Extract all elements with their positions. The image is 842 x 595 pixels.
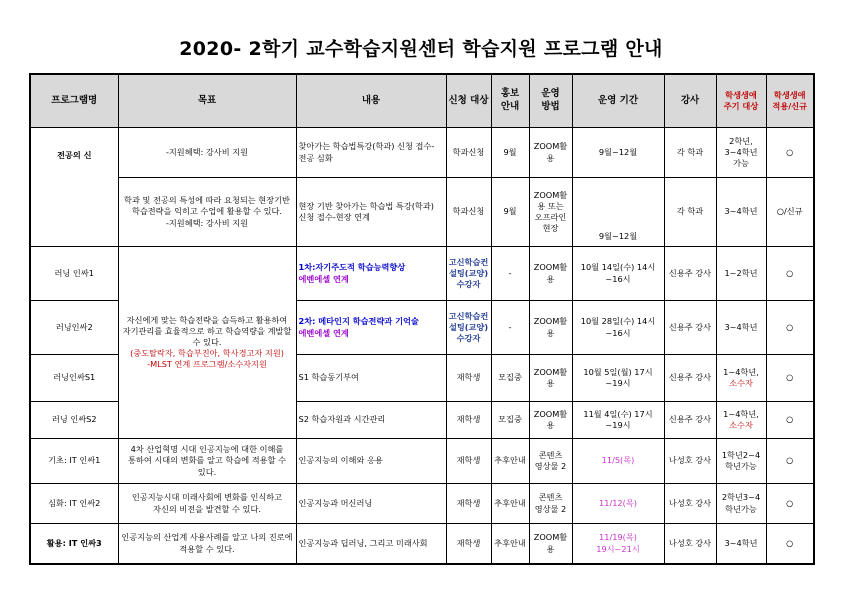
cycle-cell: 1학년2~4학년가능 — [716, 439, 766, 484]
content-main: 1차:자기주도적 학습능력향상 — [298, 262, 406, 273]
apply-cell: ○ — [766, 355, 814, 402]
content-cell — [296, 247, 446, 301]
content-cell: 현장 기반 찾아가는 학습법 특강(학과) 신청 접수-현장 연계 — [296, 178, 446, 247]
promo-cell: 추후안내 — [491, 524, 529, 565]
promo-cell: 추후안내 — [491, 439, 529, 484]
header-target: 신청 대상 — [446, 74, 491, 128]
header-row — [30, 74, 814, 128]
goal-cell: 인공지능시대 미래사회에 변화를 인식하고 자신의 비전을 발견할 수 있다. — [118, 484, 296, 524]
program-name: 활용: IT 인싸3 — [30, 524, 118, 565]
apply-cell: ○ — [766, 128, 814, 178]
apply-cell: ○ — [766, 439, 814, 484]
period-cell: 11월 4일(수) 17시~19시 — [572, 402, 664, 439]
instructor-cell: 나성호 강사 — [664, 524, 716, 565]
goal-cell: 4차 산업혁명 시대 인공지능에 대한 이해를 통하여 시대의 변화를 알고 학습에 적용할 수 있다. — [118, 439, 296, 484]
cycle-cell: 3~4학년 — [716, 178, 766, 247]
method-cell: ZOOM활용 — [529, 247, 572, 301]
target-cell: 고신학습컨설팅(교양)수강자 — [446, 301, 491, 355]
target-cell: 재학생 — [446, 484, 491, 524]
instructor-cell: 신용주 강사 — [664, 301, 716, 355]
period-time: 19시~21시 — [596, 543, 640, 554]
promo-cell: 모집중 — [491, 355, 529, 402]
content-cell: S1 학습동기부여 — [296, 355, 446, 402]
promo-cell: 추후안내 — [491, 484, 529, 524]
instructor-cell: 나성호 강사 — [664, 484, 716, 524]
apply-cell: ○ — [766, 301, 814, 355]
cycle-cell: 1~2학년 — [716, 247, 766, 301]
instructor-cell: 신용주 강사 — [664, 402, 716, 439]
instructor-cell: 각 학과 — [664, 128, 716, 178]
target-cell: 재학생 — [446, 524, 491, 565]
cycle-cell: 3~4학년 — [716, 524, 766, 565]
goal-cell: 인공지능의 산업계 사용사례를 알고 나의 진로에 적용할 수 있다. — [118, 524, 296, 565]
goal-main-text: 학과 및 전공의 특성에 따라 요청되는 현장기반 학습전략을 익히고 수업에 활용할 수 있다. — [124, 195, 290, 217]
instructor-cell: 각 학과 — [664, 178, 716, 247]
promo-cell: - — [491, 301, 529, 355]
header-method: 운영 방법 — [529, 74, 572, 128]
apply-cell: ○ — [766, 247, 814, 301]
target-cell: 재학생 — [446, 402, 491, 439]
apply-cell: ○ — [766, 484, 814, 524]
content-cell: 인공지능과 머신러닝 — [296, 484, 446, 524]
promo-cell: 모집중 — [491, 402, 529, 439]
method-cell: 콘텐츠 영상물 2 — [529, 484, 572, 524]
header-program: 프로그램명 — [30, 74, 118, 128]
content-cell — [296, 301, 446, 355]
program-table — [29, 73, 815, 565]
program-name: 러닝인싸S1 — [30, 355, 118, 402]
period-date: 11/19(목) — [599, 532, 637, 543]
period-cell: 10월 5일(월) 17시~19시 — [572, 355, 664, 402]
cycle-note: 소수자 — [729, 378, 753, 388]
apply-cell: ○ — [766, 402, 814, 439]
promo-cell: 9월 — [491, 178, 529, 247]
content-cell: 찾아가는 학습법특강(학과) 신청 접수-전공 심화 — [296, 128, 446, 178]
program-name: 러닝인싸2 — [30, 301, 118, 355]
cycle-cell: 2학년, 3~4학년 가능 — [716, 128, 766, 178]
cycle-cell — [716, 402, 766, 439]
method-cell: ZOOM활용 — [529, 524, 572, 565]
header-period: 운영 기간 — [572, 74, 664, 128]
table-row — [30, 484, 814, 524]
header-promo: 홍보 안내 — [491, 74, 529, 128]
program-name: 러닝 인싸1 — [30, 247, 118, 301]
cycle-cell: 2학년3~4학년가능 — [716, 484, 766, 524]
header-instructor: 강사 — [664, 74, 716, 128]
learning-goal-text: 자신에게 맞는 학습전략을 습득하고 활용하여 자기관리를 효율적으로 하고 학습역량을 계발할 수 있다. — [122, 314, 292, 347]
program-name: 러닝 인싸S2 — [30, 402, 118, 439]
page-title: 2020- 2학기 교수학습지원센터 학습지원 프로그램 안내 — [179, 38, 663, 60]
target-cell: 학과신청 — [446, 128, 491, 178]
content-cell: 인공지능과 딥러닝, 그리고 미래사회 — [296, 524, 446, 565]
table-row — [30, 178, 814, 247]
method-cell: ZOOM활용 — [529, 128, 572, 178]
instructor-cell: 나성호 강사 — [664, 439, 716, 484]
program-name: 기초: IT 인싸1 — [30, 439, 118, 484]
content-sub: 에벤에셀 연계 — [298, 327, 349, 338]
period-cell: 9월~12월 — [572, 178, 664, 247]
period-cell: 11/5(목) — [572, 439, 664, 484]
target-cell: 고신학습컨설팅(교양)수강자 — [446, 247, 491, 301]
method-cell: 콘텐츠 영상물 2 — [529, 439, 572, 484]
program-name: 전공의 신 — [30, 128, 118, 247]
instructor-cell: 신용주 강사 — [664, 247, 716, 301]
content-cell: 인공지능의 이해와 응용 — [296, 439, 446, 484]
cycle-note: 소수자 — [729, 420, 753, 430]
goal-cell — [118, 247, 296, 439]
promo-cell: 9월 — [491, 128, 529, 178]
target-cell: 재학생 — [446, 355, 491, 402]
instructor-cell: 신용주 강사 — [664, 355, 716, 402]
content-sub: 에벤에셀 연계 — [298, 273, 349, 284]
apply-cell: ○/신규 — [766, 178, 814, 247]
header-content: 내용 — [296, 74, 446, 128]
method-cell: ZOOM활용 — [529, 355, 572, 402]
header-apply: 학생생애 적용/신규 — [766, 74, 814, 128]
table-row — [30, 524, 814, 565]
apply-cell: ○ — [766, 524, 814, 565]
target-cell: 학과신청 — [446, 178, 491, 247]
period-cell: 10월 28일(수) 14시~16시 — [572, 301, 664, 355]
cycle-text: 1~4학년, — [723, 408, 759, 419]
cycle-cell: 3~4학년 — [716, 301, 766, 355]
period-cell: 10월 14일(수) 14시~16시 — [572, 247, 664, 301]
table-row — [30, 128, 814, 178]
promo-cell: - — [491, 247, 529, 301]
learning-goal-mlst: -MLST 연계 프로그램/소수자지원 — [147, 359, 267, 370]
content-cell: S2 학습자원과 시간관리 — [296, 402, 446, 439]
goal-cell — [118, 178, 296, 247]
method-cell: ZOOM활용 — [529, 301, 572, 355]
header-goal: 목표 — [118, 74, 296, 128]
cycle-text: 1~4학년, — [723, 366, 759, 377]
cycle-cell — [716, 355, 766, 402]
method-cell: ZOOM활용 또는 오프라인 현장 — [529, 178, 572, 247]
period-cell — [572, 524, 664, 565]
program-name: 심화: IT 인싸2 — [30, 484, 118, 524]
goal-benefit-text: -지원혜택: 강사비 지원 — [165, 217, 249, 228]
method-cell: ZOOM활용 — [529, 402, 572, 439]
content-main: 2차: 메타인지 학습전략과 기억술 — [298, 316, 419, 327]
table-row — [30, 247, 814, 301]
goal-cell: -지원혜택: 강사비 지원 — [118, 128, 296, 178]
period-cell: 9월~12월 — [572, 128, 664, 178]
table-row — [30, 439, 814, 484]
target-cell: 재학생 — [446, 439, 491, 484]
header-cycle: 학생생애 주기 대상 — [716, 74, 766, 128]
period-cell: 11/12(목) — [572, 484, 664, 524]
learning-goal-support: (중도탈락자, 학습부진아, 학사경고자 지원) — [130, 348, 284, 359]
